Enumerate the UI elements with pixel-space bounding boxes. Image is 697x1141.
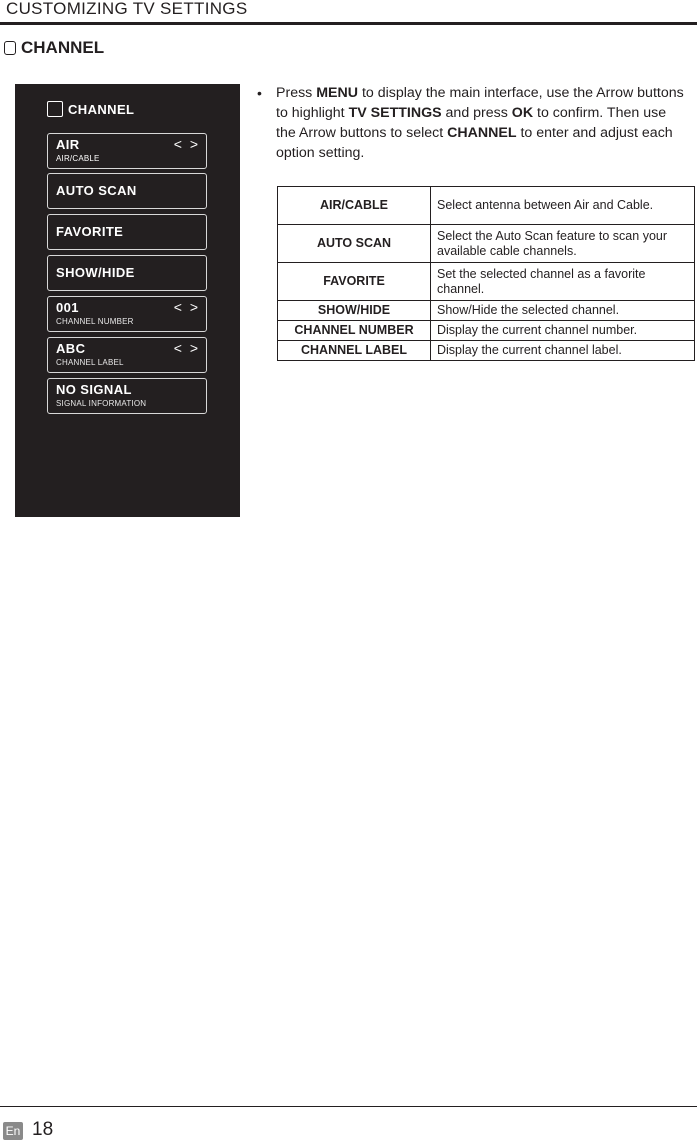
section-heading [4, 38, 104, 58]
tv-menu-item-label: 001 [56, 300, 79, 315]
tv-menu-item-label: SHOW/HIDE [56, 265, 135, 280]
page-header [0, 0, 697, 25]
table-row [278, 301, 695, 321]
table-desc: Display the current channel number. [431, 321, 695, 341]
table-key: AIR/CABLE [278, 187, 431, 225]
instruction-text: to display the main interface, use the Arrow buttons to highlight [276, 85, 684, 121]
tv-menu-item-favorite [47, 214, 207, 250]
key-menu: MENU [316, 85, 358, 101]
tv-menu-item-auto-scan [47, 173, 207, 209]
key-channel: CHANNEL [447, 125, 517, 141]
tv-menu-item-sublabel: SIGNAL INFORMATION [56, 399, 147, 408]
tv-menu-item-signal [47, 378, 207, 414]
square-icon [4, 41, 16, 55]
table-desc: Display the current channel label. [431, 341, 695, 361]
tv-menu-title [47, 101, 134, 117]
table-key: CHANNEL NUMBER [278, 321, 431, 341]
tv-menu-title-label: CHANNEL [68, 101, 135, 117]
table-key: AUTO SCAN [278, 225, 431, 263]
instruction-text: Press [276, 85, 317, 101]
section-heading-label: CHANNEL [21, 38, 105, 57]
table-row [278, 341, 695, 361]
left-right-arrows-icon: < > [173, 299, 200, 315]
tv-menu-item-show-hide [47, 255, 207, 291]
key-ok: OK [511, 105, 534, 121]
table-row [278, 187, 695, 225]
tv-menu-item-air [47, 133, 207, 169]
table-key: FAVORITE [278, 263, 431, 301]
table-desc: Select the Auto Scan feature to scan your available cable channels. [431, 225, 695, 263]
left-right-arrows-icon: < > [173, 340, 200, 356]
tv-menu-item-label: ABC [56, 341, 86, 356]
tv-menu-item-sublabel: CHANNEL LABEL [56, 358, 124, 367]
square-icon [47, 101, 63, 117]
table-desc: Show/Hide the selected channel. [431, 301, 695, 321]
tv-menu-item-label: NO SIGNAL [56, 382, 132, 397]
page-number: 18 [32, 1119, 54, 1140]
tv-menu-item-label: AIR [56, 137, 80, 152]
tv-menu-illustration [15, 84, 240, 517]
left-right-arrows-icon: < > [173, 136, 200, 152]
tv-menu-item-label: FAVORITE [56, 224, 124, 239]
instruction-paragraph [257, 83, 686, 163]
footer-divider [0, 1106, 697, 1107]
table-row [278, 321, 695, 341]
tv-menu-item-sublabel: CHANNEL NUMBER [56, 317, 134, 326]
table-row [278, 225, 695, 263]
instruction-text: to enter and adjust each option setting. [276, 125, 673, 161]
page-title: CUSTOMIZING TV SETTINGS [6, 0, 248, 18]
language-badge: En [3, 1122, 23, 1140]
tv-menu-item-channel-number [47, 296, 207, 332]
instruction-text: to confirm. Then use the Arrow buttons to select [276, 105, 667, 141]
tv-menu-item-label: AUTO SCAN [56, 183, 137, 198]
table-key: SHOW/HIDE [278, 301, 431, 321]
tv-menu-item-channel-label [47, 337, 207, 373]
instruction-text: and press [441, 105, 512, 121]
table-key: CHANNEL LABEL [278, 341, 431, 361]
settings-table [277, 186, 695, 361]
table-desc: Set the selected channel as a favorite channel. [431, 263, 695, 301]
key-tv-settings: TV SETTINGS [348, 105, 442, 121]
tv-menu-item-sublabel: AIR/CABLE [56, 154, 100, 163]
bullet: • [257, 85, 262, 101]
table-row [278, 263, 695, 301]
table-desc: Select antenna between Air and Cable. [431, 187, 695, 225]
